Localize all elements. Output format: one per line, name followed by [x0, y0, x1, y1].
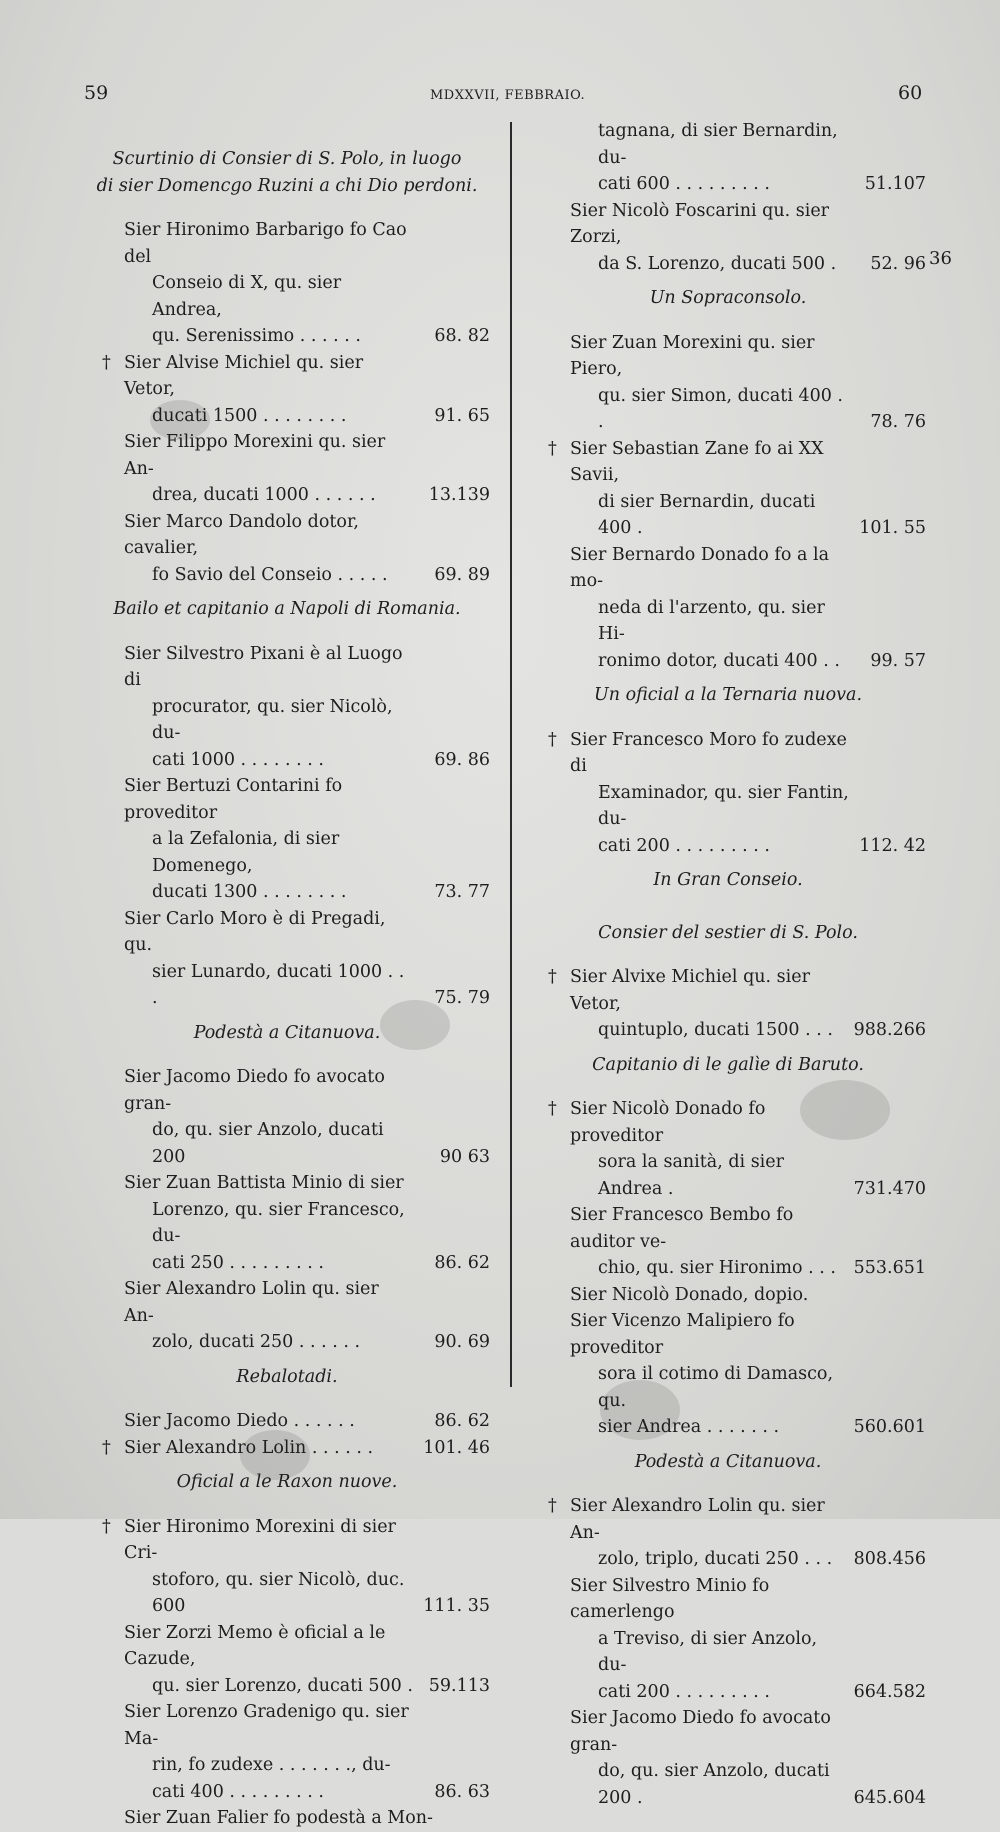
entry-line: Sier Bertuzi Contarini fo proveditor — [124, 776, 343, 823]
ballot-entry — [84, 1408, 490, 1435]
entry-line: Sier Alexandro Lolin qu. sier An- — [570, 1496, 825, 1543]
entry-line: Sier Jacomo Diedo . . . . . . — [124, 1411, 355, 1431]
ballot-entry — [84, 906, 490, 1012]
ballot-entry — [530, 727, 926, 860]
entry-line: Sier Nicolò Donado fo proveditor — [570, 1099, 766, 1146]
vote-count: 69. 86 — [434, 749, 490, 770]
ballot-entry — [84, 1064, 490, 1170]
section-title: Podestà a Citanuova. — [193, 1022, 381, 1043]
entry-line: qu. sier Lorenzo, ducati 500 . — [152, 1675, 413, 1696]
entry-line: Conseio di X, qu. sier Andrea, — [152, 273, 342, 320]
ballot-entry — [84, 1805, 490, 1832]
vote-count: 111. 35 — [423, 1596, 490, 1616]
vote-count: 90. 69 — [434, 1332, 490, 1352]
entry-line: Sier Alvixe Michiel qu. sier Vetor, — [570, 967, 810, 1014]
vote-count: 78. 76 — [870, 412, 926, 432]
entry-line: Sier Zuan Morexini qu. sier Piero, — [570, 332, 815, 379]
entry-line: cati 200 . . . . . . . . . — [598, 1681, 770, 1702]
entry-line: procurator, qu. sier Nicolò, du- — [152, 696, 393, 743]
entry-line: Sier Francesco Bembo fo auditor ve- — [570, 1205, 794, 1252]
entry-line: Sier Alvise Michiel qu. sier Vetor, — [124, 352, 364, 399]
entry-line: qu. Serenissimo . . . . . . — [152, 326, 361, 346]
vote-count: 90 63 — [439, 1146, 490, 1167]
entry-line: Sier Jacomo Diedo fo avocato gran- — [124, 1067, 385, 1114]
entry-line: Sier Zuan Battista Minio di sier — [124, 1173, 404, 1193]
ballot-entry — [530, 436, 926, 542]
ballot-entry — [530, 1493, 926, 1573]
ballot-entry — [530, 118, 926, 198]
ballot-entry — [530, 542, 926, 675]
entry-line: Sier Lorenzo Gradenigo qu. sier Ma- — [124, 1702, 409, 1749]
page-number-right: 60 — [898, 82, 923, 104]
entry-line: Sier Filippo Morexini qu. sier An- — [124, 432, 386, 479]
elected-cross-mark: † — [102, 352, 111, 373]
section-title: Un oficial a la Ternaria nuova. — [593, 685, 863, 705]
vote-count: 86. 62 — [434, 1411, 490, 1431]
section-title: Bailo et capitanio a Napoli di Romania. — [113, 599, 461, 619]
entry-line: fo Savio del Conseio . . . . . — [152, 564, 388, 585]
elected-cross-mark: † — [548, 967, 557, 987]
ballot-entry — [530, 1573, 926, 1706]
elected-cross-mark: † — [548, 1099, 557, 1119]
section-title: Consier del sestier di S. Polo. — [598, 922, 858, 943]
vote-count: 112. 42 — [859, 835, 926, 856]
vote-count: 86. 63 — [434, 1781, 490, 1802]
entry-line: Sier Zuan Falier fo podestà a Mon- — [124, 1808, 433, 1828]
vote-count: 86. 62 — [434, 1252, 490, 1273]
entry-line: ronimo dotor, ducati 400 . . — [598, 650, 840, 671]
entry-line: Sier Zorzi Memo è oficial a le Cazude, — [124, 1622, 386, 1669]
ballot-entry — [84, 1699, 490, 1805]
entry-line: rin, fo zudexe . . . . . . ., du- — [152, 1755, 391, 1775]
entry-line: qu. sier Simon, ducati 400 . . — [598, 385, 843, 432]
column-divider — [510, 122, 512, 1387]
vote-count: 91. 65 — [434, 405, 490, 426]
entry-line: tagnana, di sier Bernardin, du- — [598, 121, 838, 168]
entry-line: cati 400 . . . . . . . . . — [152, 1781, 324, 1802]
entry-line: Sier Hironimo Morexini di sier Cri- — [124, 1516, 396, 1563]
vote-count: 560.601 — [853, 1417, 926, 1437]
ballot-entry — [530, 1282, 926, 1309]
ballot-entry — [530, 1705, 926, 1811]
ballot-entry — [530, 964, 926, 1044]
ballot-entry — [530, 198, 926, 278]
ballot-entry — [84, 1276, 490, 1356]
section-title: Un Sopraconsolo. — [649, 288, 807, 308]
ballot-entry — [530, 1308, 926, 1441]
entry-line: quintuplo, ducati 1500 . . . — [598, 1020, 833, 1040]
entry-line: a la Zefalonia, di sier Domenego, — [152, 829, 340, 876]
entry-line: Sier Nicolò Donado, dopio. — [570, 1284, 809, 1305]
entry-line: di sier Bernardin, ducati 400 . — [598, 491, 816, 538]
vote-count: 52. 96 — [870, 253, 926, 274]
ballot-entry — [530, 1096, 926, 1202]
section-title: In Gran Conseio. — [653, 870, 803, 890]
ballot-entry — [84, 1620, 490, 1700]
section-title: Rebalotadi. — [236, 1366, 338, 1387]
entry-line: Examinador, qu. sier Fantin, du- — [598, 782, 849, 829]
entry-line: chio, qu. sier Hironimo . . . — [598, 1258, 836, 1278]
entry-line: do, qu. sier Anzolo, ducati 200 . — [598, 1761, 830, 1808]
vote-count: 731.470 — [853, 1178, 926, 1199]
ballot-entry — [84, 773, 490, 906]
running-header: MDXXVII, FEBBRAIO. — [430, 88, 586, 103]
vote-count: 99. 57 — [870, 650, 926, 671]
ballot-entry — [530, 1202, 926, 1282]
ballot-entry — [84, 1170, 490, 1276]
entry-line: Sier Nicolò Foscarini qu. sier Zorzi, — [570, 200, 830, 247]
elected-cross-mark: † — [548, 729, 557, 750]
ballot-entry — [84, 1514, 490, 1620]
entry-line: ducati 1300 . . . . . . . . — [152, 882, 347, 902]
ballot-entry — [84, 350, 490, 430]
vote-count: 51.107 — [864, 174, 926, 194]
vote-count: 808.456 — [853, 1549, 926, 1569]
vote-count: 101. 46 — [423, 1437, 490, 1458]
entry-line: da S. Lorenzo, ducati 500 . — [598, 253, 837, 274]
entry-line: Sier Bernardo Donado fo a la mo- — [570, 544, 829, 591]
elected-cross-mark: † — [548, 438, 557, 459]
entry-line: ducati 1500 . . . . . . . . — [152, 405, 347, 426]
entry-line: Sier Carlo Moro è di Pregadi, qu. — [124, 908, 386, 955]
vote-count: 73. 77 — [434, 882, 490, 902]
entry-line: Sier Hironimo Barbarigo fo Cao del — [124, 220, 407, 267]
entry-line: do, qu. sier Anzolo, ducati 200 — [152, 1120, 384, 1167]
entry-line: Sier Jacomo Diedo fo avocato gran- — [570, 1708, 831, 1755]
section-title: Scurtinio di Consier di S. Polo, in luogo — [112, 149, 462, 169]
section-title: Capitanio di le galìe di Baruto. — [592, 1054, 864, 1075]
entry-line: Sier Silvestro Minio fo camerlengo — [570, 1575, 770, 1622]
right-column — [530, 118, 926, 1811]
entry-line: Sier Vicenzo Malipiero fo proveditor — [570, 1311, 795, 1358]
vote-count: 645.604 — [853, 1787, 926, 1808]
entry-line: cati 600 . . . . . . . . . — [598, 174, 770, 194]
entry-line: Sier Sebastian Zane fo ai XX Savii, — [570, 438, 824, 485]
ballot-entry — [530, 330, 926, 436]
entry-line: zolo, triplo, ducati 250 . . . — [598, 1549, 833, 1569]
vote-count: 69. 89 — [434, 564, 490, 585]
entry-line: drea, ducati 1000 . . . . . . — [152, 485, 376, 505]
elected-cross-mark: † — [102, 1516, 111, 1537]
margin-number: 36 — [929, 248, 952, 269]
entry-line: Sier Francesco Moro fo zudexe di — [570, 729, 847, 776]
ballot-entry — [84, 509, 490, 589]
vote-count: 553.651 — [853, 1258, 926, 1278]
entry-line: Sier Alexandro Lolin qu. sier An- — [124, 1279, 379, 1326]
vote-count: 101. 55 — [859, 518, 926, 538]
ballot-entry — [84, 217, 490, 350]
page-number-left: 59 — [84, 82, 109, 104]
entry-line: Sier Alexandro Lolin . . . . . . — [124, 1437, 374, 1458]
vote-count: 988.266 — [853, 1020, 926, 1040]
vote-count: 59.113 — [428, 1675, 490, 1696]
entry-line: sier Andrea . . . . . . . — [598, 1417, 780, 1437]
elected-cross-mark: † — [102, 1437, 111, 1458]
section-title: Oficial a le Raxon nuove. — [176, 1472, 398, 1492]
vote-count: 13.139 — [428, 485, 490, 505]
ballot-entry — [84, 429, 490, 509]
entry-line: sier Lunardo, ducati 1000 . . . — [152, 961, 405, 1008]
vote-count: 75. 79 — [434, 988, 490, 1008]
entry-line: sora il cotimo di Damasco, qu. — [598, 1364, 834, 1411]
elected-cross-mark: † — [548, 1496, 557, 1516]
entry-line: cati 250 . . . . . . . . . — [152, 1252, 324, 1273]
entry-line: sora la sanità, di sier Andrea . — [598, 1152, 785, 1199]
entry-line: a Treviso, di sier Anzolo, du- — [598, 1628, 818, 1675]
section-title: di sier Domencgo Ruzini a chi Dio perdoni. — [96, 175, 478, 196]
vote-count: 664.582 — [853, 1681, 926, 1702]
entry-line: cati 1000 . . . . . . . . — [152, 749, 324, 770]
section-title: Podestà a Citanuova. — [634, 1451, 822, 1472]
ballot-entry — [84, 1435, 490, 1462]
entry-line: Sier Marco Dandolo dotor, cavalier, — [124, 511, 359, 558]
entry-line: cati 200 . . . . . . . . . — [598, 835, 770, 856]
left-column — [84, 146, 490, 1832]
entry-line: neda di l'arzento, qu. sier Hi- — [598, 597, 825, 644]
vote-count: 68. 82 — [434, 326, 490, 346]
ballot-entry — [84, 641, 490, 774]
entry-line: Sier Silvestro Pixani è al Luogo di — [124, 643, 403, 690]
entry-line: stoforo, qu. sier Nicolò, duc. 600 — [152, 1569, 405, 1616]
entry-line: zolo, ducati 250 . . . . . . — [152, 1332, 361, 1352]
entry-line: Lorenzo, qu. sier Francesco, du- — [152, 1199, 405, 1246]
